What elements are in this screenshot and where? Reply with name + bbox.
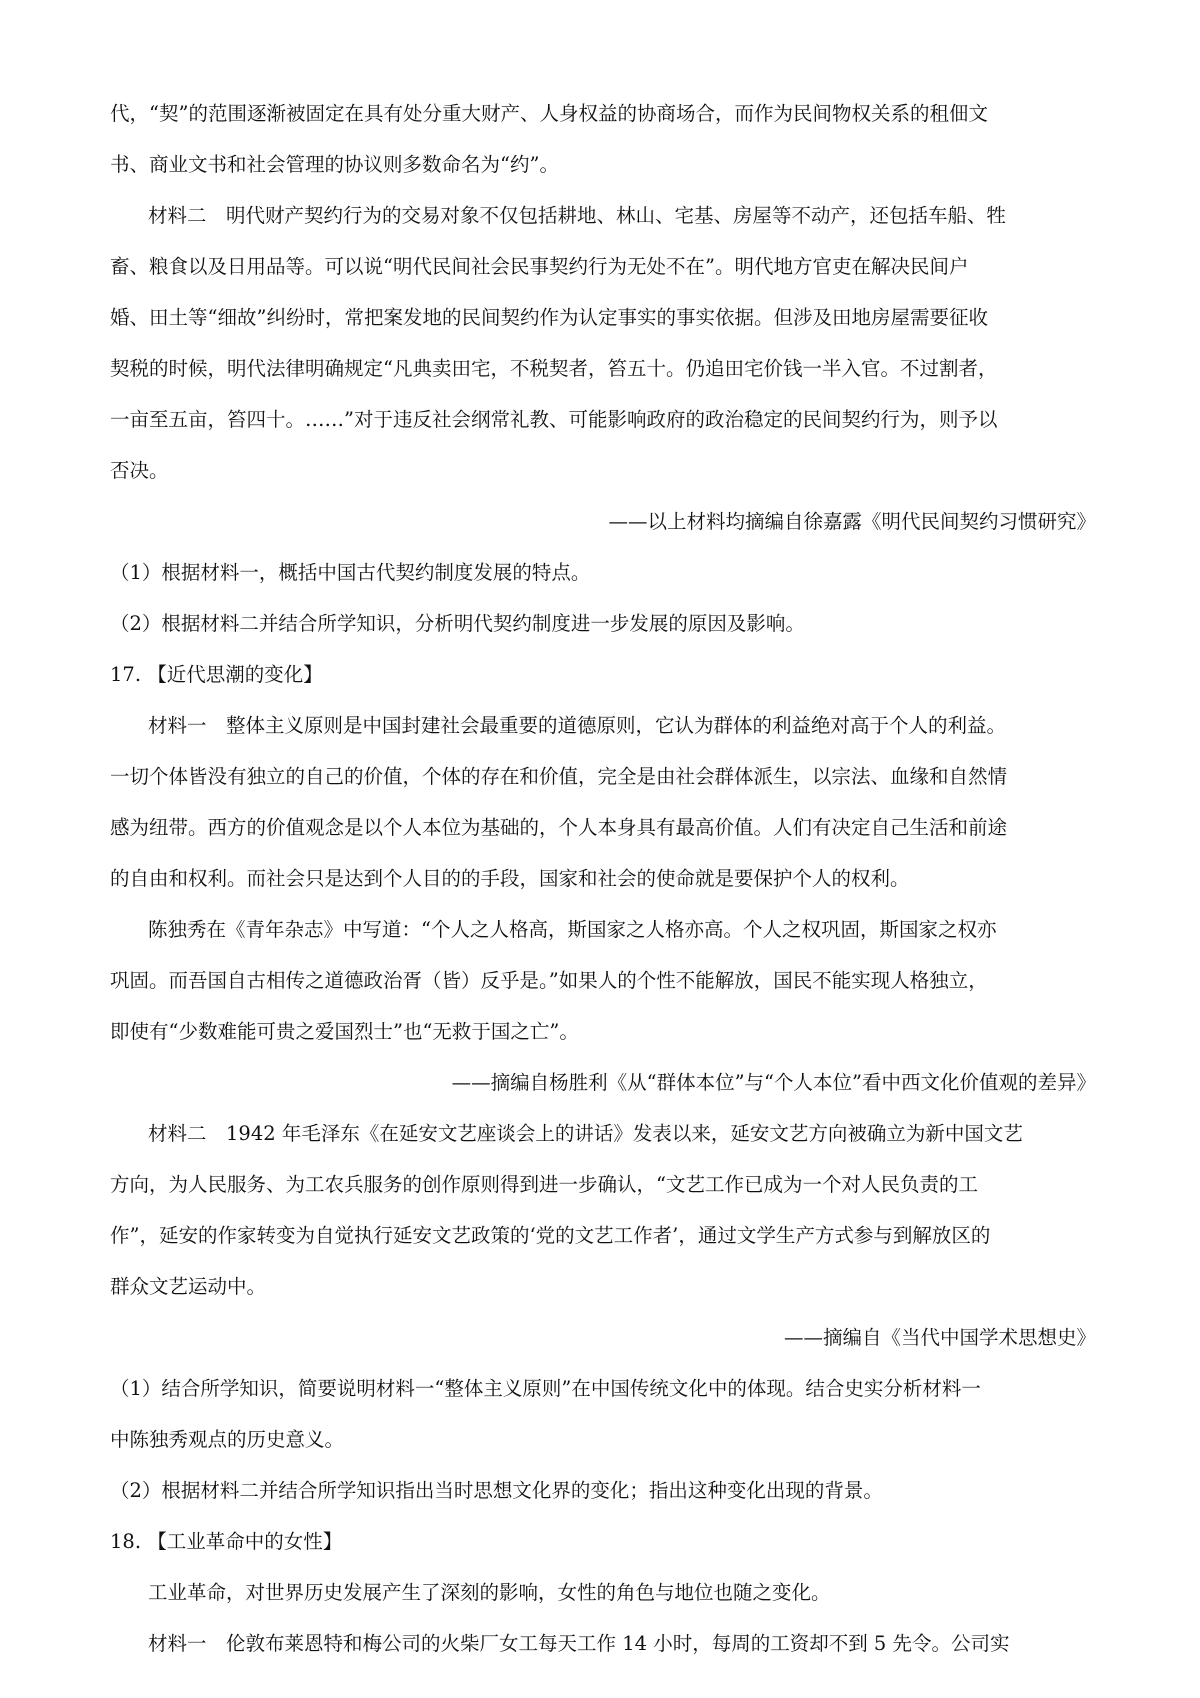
question-line: （2）根据材料二并结合所学知识，分析明代契约制度进一步发展的原因及影响。	[110, 612, 805, 635]
body-text-line: 婚、田土等“细故”纠纷时，常把案发地的民间契约作为认定事实的事实依据。但涉及田地房屋需要征收	[110, 306, 988, 329]
body-text-line: 契税的时候，明代法律明确规定“凡典卖田宅，不税契者，笞五十。仍追田宅价钱一半入官。不过割者，	[110, 357, 998, 380]
question-line: （1）结合所学知识，简要说明材料一“整体主义原则”在中国传统文化中的体现。结合史实分析材料一	[110, 1377, 981, 1400]
body-text-line: 巩固。而吾国自古相传之道德政治胥（皆）反乎是。”如果人的个性不能解放，国民不能实现人格独立，	[110, 969, 988, 992]
body-text-line: 感为纽带。西方的价值观念是以个人本位为基础的，个人本身具有最高价值。人们有决定自己生活和前途	[110, 816, 1008, 839]
section-heading: 18. 【工业革命中的女性】	[110, 1530, 343, 1553]
body-text-line: 方向，为人民服务、为工农兵服务的创作原则得到进一步确认，“文艺工作已成为一个对人民负责的工	[110, 1173, 978, 1196]
question-line: （2）根据材料二并结合所学知识指出当时思想文化界的变化；指出这种变化出现的背景。	[110, 1479, 883, 1502]
question-line: （1）根据材料一，概括中国古代契约制度发展的特点。	[110, 561, 591, 584]
material-paragraph-start: 材料一 整体主义原则是中国封建社会最重要的道德原则，它认为群体的利益绝对高于个人的利益。	[148, 714, 1007, 737]
body-text-line: 一切个体皆没有独立的自己的价值，个体的存在和价值，完全是由社会群体派生，以宗法、血缘和自然情	[110, 765, 1008, 788]
section-heading: 17. 【近代思潮的变化】	[110, 663, 323, 686]
body-text-line: 畜、粮食以及日用品等。可以说“明代民间社会民事契约行为无处不在”。明代地方官吏在解决民间户	[110, 255, 969, 278]
body-text-line: 作”，延安的作家转变为自觉执行延安文艺政策的‘党的文艺工作者’，通过文学生产方式参与到解放区的	[110, 1224, 991, 1247]
source-citation: ——以上材料均摘编自徐嘉露《明代民间契约习惯研究》	[608, 510, 1096, 533]
body-text-line: 中陈独秀观点的历史意义。	[110, 1428, 345, 1451]
body-text-line: 即使有“少数难能可贵之爱国烈士”也“无救于国之亡”。	[110, 1020, 579, 1043]
material-paragraph-start: 材料二 1942 年毛泽东《在延安文艺座谈会上的讲话》发表以来，延安文艺方向被确立为新中国文艺	[148, 1122, 1023, 1145]
source-citation: ——摘编自《当代中国学术思想史》	[783, 1326, 1096, 1349]
source-citation: ——摘编自杨胜利《从“群体本位”与“个人本位”看中西文化价值观的差异》	[451, 1071, 1096, 1094]
body-text-line: 书、商业文书和社会管理的协议则多数命名为“约”。	[110, 153, 559, 176]
body-text-line: 群众文艺运动中。	[110, 1275, 267, 1298]
body-text-line: 的自由和权利。而社会只是达到个人目的的手段，国家和社会的使命就是要保护个人的权利。	[110, 867, 910, 890]
body-text-line: 否决。	[110, 459, 169, 482]
paragraph-start: 陈独秀在《青年杂志》中写道：“个人之人格高，斯国家之人格亦高。个人之权巩固，斯国家之权亦	[148, 918, 997, 941]
document-page	[110, 88, 1096, 1669]
material-paragraph-start: 材料二 明代财产契约行为的交易对象不仅包括耕地、林山、宅基、房屋等不动产，还包括车船、牲	[148, 204, 1007, 227]
material-paragraph-start: 材料一 伦敦布莱恩特和梅公司的火柴厂女工每天工作 14 小时，每周的工资却不到 5 先令。公司实	[148, 1632, 1010, 1655]
body-text-line: 一亩至五亩，笞四十。……”对于违反社会纲常礼教、可能影响政府的政治稳定的民间契约行为，则予以	[110, 408, 998, 431]
body-text-line: 代，“契”的范围逐渐被固定在具有处分重大财产、人身权益的协商场合，而作为民间物权关系的租佃文	[110, 102, 988, 125]
paragraph-start: 工业革命，对世界历史发展产生了深刻的影响，女性的角色与地位也随之变化。	[148, 1581, 831, 1604]
